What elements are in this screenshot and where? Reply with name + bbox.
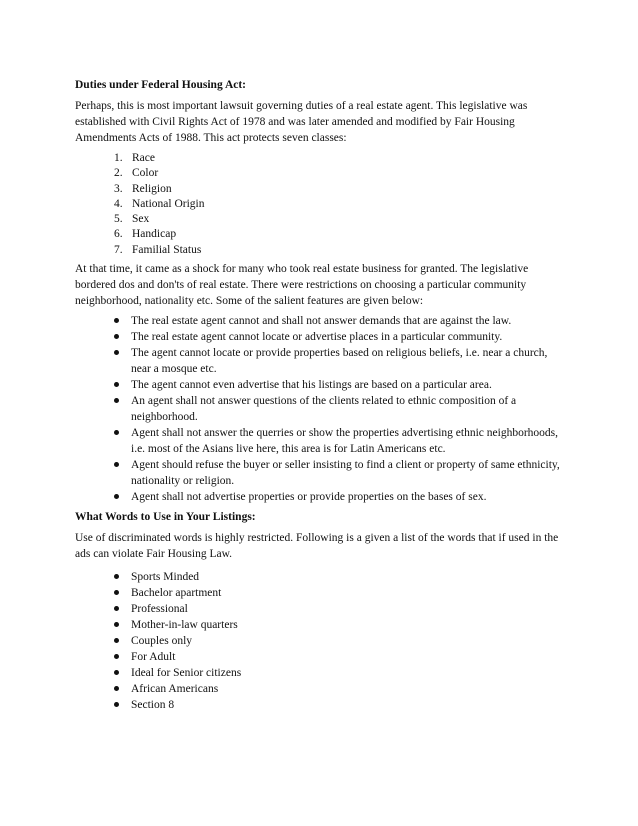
bullet-icon	[114, 494, 119, 499]
list-item	[75, 489, 565, 505]
words-intro-paragraph: Use of discriminated words is highly restricted. Following is a given a list of the words that if used in the ads can violate Fair Housing Law.	[75, 532, 559, 561]
bullet-icon	[114, 398, 119, 403]
list-item	[75, 211, 565, 226]
list-item-text: Mother-in-law quarters	[131, 619, 238, 632]
list-item-text: Religion	[132, 182, 172, 195]
list-item-text: African Americans	[131, 683, 219, 696]
list-number: 6.	[114, 228, 123, 241]
restricted-words-list	[75, 569, 565, 713]
list-item	[75, 165, 565, 180]
bullet-icon	[114, 574, 119, 579]
list-item-text: Handicap	[132, 228, 177, 241]
list-item-text: National Origin	[132, 197, 205, 210]
list-item	[75, 377, 565, 393]
bullet-icon	[114, 382, 119, 387]
list-item	[75, 226, 565, 241]
list-item	[75, 313, 565, 329]
list-item	[75, 329, 565, 345]
list-item-text: Familial Status	[132, 243, 202, 256]
bullet-icon	[114, 638, 119, 643]
list-item	[75, 425, 565, 457]
list-item-text: Section 8	[131, 699, 175, 712]
list-item	[75, 569, 565, 585]
list-item	[75, 457, 565, 489]
list-number: 2.	[114, 167, 123, 180]
list-item-text: For Adult	[131, 651, 176, 664]
bullet-icon	[114, 430, 119, 435]
list-item	[75, 681, 565, 697]
list-item-text: Professional	[131, 603, 188, 616]
list-item	[75, 242, 565, 257]
bullet-icon	[114, 462, 119, 467]
list-item-text: The agent cannot even advertise that his listings are based on a particular area.	[131, 379, 492, 392]
document-body	[75, 77, 565, 713]
list-item	[75, 585, 565, 601]
list-item-text: Race	[132, 152, 155, 164]
list-item	[75, 196, 565, 211]
section-heading-words: What Words to Use in Your Listings:	[75, 511, 256, 524]
list-item-text: Agent shall not advertise properties or provide properties on the bases of sex.	[131, 491, 487, 504]
list-item-text: Couples only	[131, 635, 193, 648]
bullet-icon	[114, 334, 119, 339]
list-item-text: The real estate agent cannot and shall not answer demands that are against the law.	[131, 315, 512, 328]
list-item	[75, 181, 565, 196]
list-item	[75, 617, 565, 633]
list-item	[75, 345, 565, 377]
list-item-text: Agent should refuse the buyer or seller insisting to find a client or property of same ethnicity, nationality or religion.	[131, 459, 560, 488]
list-item-text: Ideal for Senior citizens	[131, 667, 242, 680]
list-item-text: The agent cannot locate or provide properties based on religious beliefs, i.e. near a church, near a mosque etc.	[131, 347, 548, 376]
list-number: 3.	[114, 182, 123, 195]
bullet-icon	[114, 350, 119, 355]
list-item-text: Color	[132, 167, 159, 180]
list-item	[75, 150, 565, 165]
bullet-icon	[114, 686, 119, 691]
intro-paragraph: Perhaps, this is most important lawsuit governing duties of a real estate agent. This legislative was established with Civil Rights Act of 1978 and was later amended and modified by Fair Housing Amendments Acts of 1988. This act protects seven classes:	[75, 100, 528, 144]
bullet-icon	[114, 670, 119, 675]
list-item	[75, 393, 565, 425]
list-item-text: Bachelor apartment	[131, 587, 222, 600]
bullet-icon	[114, 590, 119, 595]
list-item	[75, 697, 565, 713]
list-item	[75, 649, 565, 665]
bullet-icon	[114, 654, 119, 659]
followup-paragraph: At that time, it came as a shock for many who took real estate business for granted. The legislative bordered dos and don'ts of real estate. There were restrictions on choosing a particular community neighborhood, nationality etc. Some of the salient features are given below:	[75, 263, 529, 308]
bullet-icon	[114, 318, 119, 323]
section-heading-duties: Duties under Federal Housing Act:	[75, 79, 247, 91]
list-item	[75, 665, 565, 681]
bullet-icon	[114, 606, 119, 611]
list-item-text: Sex	[132, 213, 150, 226]
list-item-text: The real estate agent cannot locate or advertise places in a particular community.	[131, 331, 503, 344]
list-item-text: An agent shall not answer questions of the clients related to ethnic composition of a neighborhood.	[131, 395, 517, 424]
list-item-text: Agent shall not answer the querries or show the properties advertising ethnic neighborhoods, i.e. most of the Asians live here, this area is for Latin Americans etc.	[131, 427, 558, 456]
list-item-text: Sports Minded	[131, 571, 200, 584]
salient-features-list	[75, 313, 565, 505]
list-item	[75, 633, 565, 649]
list-number: 7.	[114, 243, 123, 256]
list-number: 1.	[114, 152, 123, 164]
list-number: 5.	[114, 213, 123, 226]
protected-classes-list	[75, 150, 565, 257]
bullet-icon	[114, 622, 119, 627]
list-number: 4.	[114, 197, 123, 210]
bullet-icon	[114, 702, 119, 707]
list-item	[75, 601, 565, 617]
